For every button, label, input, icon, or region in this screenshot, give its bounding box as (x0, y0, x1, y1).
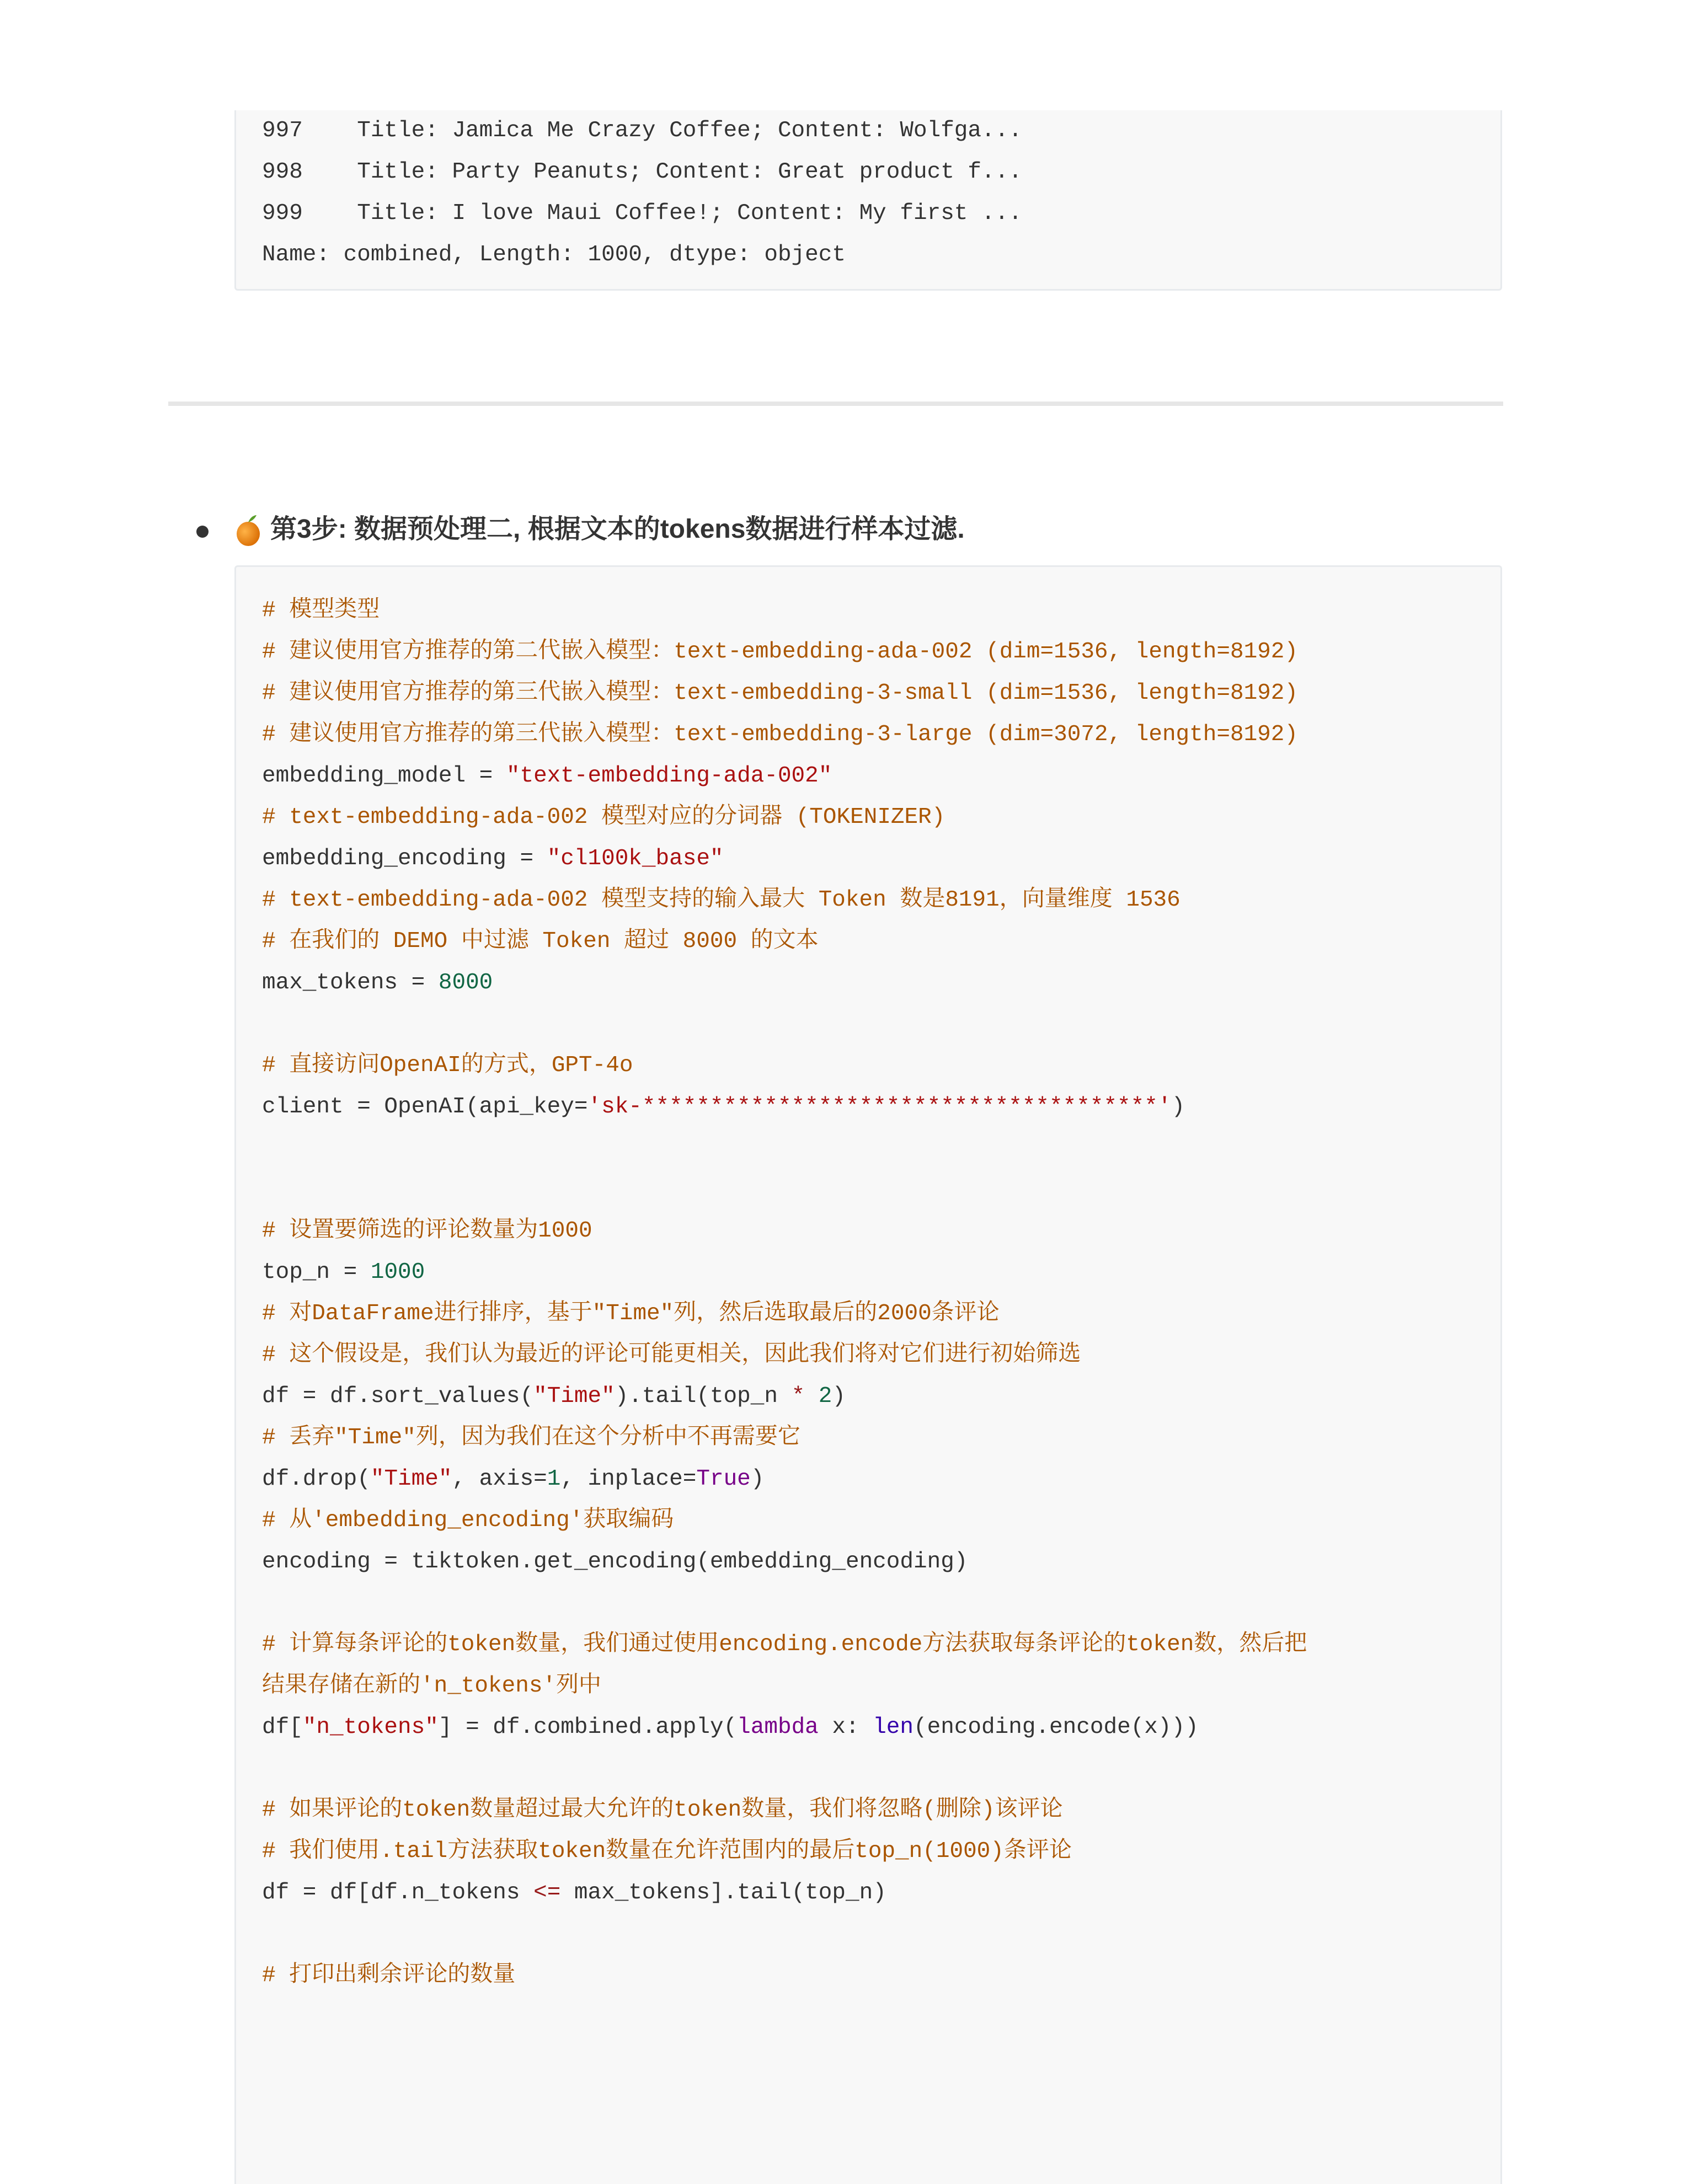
code-token: , inplace= (560, 1466, 697, 1492)
code-line (262, 1211, 1500, 1252)
code-token: df = df.sort_values( (262, 1384, 534, 1409)
code-token: ] = df.combined.apply( (438, 1715, 738, 1740)
code-token: ) (750, 1466, 765, 1492)
code-line (262, 590, 1500, 631)
code-token: 'sk-**************************************' (587, 1094, 1172, 1120)
code-token: df[ (262, 1715, 303, 1740)
code-token: "n_tokens" (302, 1715, 439, 1740)
code-token: # 如果评论的token数量超过最大允许的token数量，我们将忽略(删除)该评论 (262, 1797, 1063, 1823)
code-token: embedding_model = (262, 763, 506, 789)
code-line (262, 880, 1500, 921)
code-line (262, 962, 1500, 1004)
output-line: 999 Title: I love Maui Coffee!; Content: My first ... (262, 201, 1022, 226)
orange-emoji-icon (234, 515, 262, 547)
code-line (262, 1004, 1500, 1045)
code-line (262, 1583, 1500, 1624)
code-line (262, 756, 1500, 797)
code-token: len (873, 1715, 914, 1740)
code-line (262, 1376, 1500, 1417)
code-token: ) (1171, 1094, 1185, 1120)
code-token: # 我们使用.tail方法获取token数量在允许范围内的最后top_n(1000)条评论 (262, 1839, 1072, 1864)
code-line (262, 1293, 1500, 1335)
code-line (262, 1045, 1500, 1086)
code-line (262, 797, 1500, 838)
code-line (262, 838, 1500, 880)
code-line (262, 714, 1500, 756)
code-line (262, 1500, 1500, 1541)
code-line (262, 1707, 1500, 1748)
code-token: # text-embedding-ada-002 模型支持的输入最大 Token 数是8191，向量维度 1536 (262, 887, 1180, 913)
code-token: # 建议使用官方推荐的第三代嵌入模型：text-embedding-3-small (dim=1536, length=8192) (262, 681, 1298, 706)
code-line (262, 1624, 1500, 1666)
code-token: encoding = tiktoken.get_encoding(embedding_encoding) (262, 1549, 968, 1575)
code-token: # text-embedding-ada-002 模型对应的分词器 (TOKENIZER) (262, 805, 946, 830)
code-line (262, 631, 1500, 673)
code-token: df.drop( (262, 1466, 371, 1492)
code-line (262, 1541, 1500, 1583)
code-token: (encoding.encode(x))) (914, 1715, 1199, 1740)
code-line (262, 921, 1500, 962)
output-line: 998 Title: Party Peanuts; Content: Great product f... (262, 159, 1022, 185)
code-token: # 打印出剩余评论的数量 (262, 1963, 516, 1988)
code-token: # 设置要筛选的评论数量为1000 (262, 1218, 592, 1244)
code-token: 结果存储在新的'n_tokens'列中 (262, 1673, 602, 1699)
code-line (262, 1666, 1500, 1707)
code-token: # 建议使用官方推荐的第三代嵌入模型：text-embedding-3-large (dim=3072, length=8192) (262, 722, 1298, 747)
code-token: ).tail(top_n (615, 1384, 792, 1409)
code-token: 1000 (370, 1260, 425, 1285)
output-line: 997 Title: Jamica Me Crazy Coffee; Content: Wolfga... (262, 118, 1022, 143)
code-line (262, 1086, 1500, 1128)
code-token: 8000 (438, 970, 493, 995)
output-line: Name: combined, Length: 1000, dtype: object (262, 242, 846, 267)
code-token: max_tokens].tail(top_n) (560, 1880, 886, 1905)
code-line (262, 1169, 1500, 1211)
code-line (262, 1335, 1500, 1376)
horizontal-divider (168, 402, 1503, 406)
step-heading: 第3步: 数据预处理二, 根据文本的tokens数据进行样本过滤. (270, 515, 965, 544)
code-token: # 从'embedding_encoding'获取编码 (262, 1508, 674, 1533)
code-token: 1 (547, 1466, 561, 1492)
code-token: "Time" (533, 1384, 615, 1409)
code-line (262, 1790, 1500, 1831)
code-token: # 计算每条评论的token数量，我们通过使用encoding.encode方法获取每条评论的token数，然后把 (262, 1632, 1307, 1657)
code-token: top_n = (262, 1260, 371, 1285)
code-token: # 建议使用官方推荐的第二代嵌入模型：text-embedding-ada-002 (dim=1536, length=8192) (262, 639, 1298, 665)
code-token: max_tokens = (262, 970, 439, 995)
code-line (262, 1748, 1500, 1790)
code-token: lambda (737, 1715, 819, 1740)
code-token: client = OpenAI(api_key= (262, 1094, 588, 1120)
list-bullet (196, 526, 209, 538)
code-token: "text-embedding-ada-002" (506, 763, 832, 789)
code-token: # 这个假设是，我们认为最近的评论可能更相关，因此我们将对它们进行初始筛选 (262, 1342, 1081, 1368)
code-line (262, 1914, 1500, 1955)
code-block[interactable] (234, 565, 1502, 2184)
code-token: , axis= (452, 1466, 547, 1492)
code-token: ) (832, 1384, 846, 1409)
code-token: "cl100k_base" (547, 846, 724, 871)
code-token: x: (818, 1715, 873, 1740)
output-block (234, 110, 1502, 291)
code-token: # 直接访问OpenAI的方式，GPT-4o (262, 1053, 633, 1078)
code-token: # 模型类型 (262, 598, 380, 623)
code-line (262, 1872, 1500, 1914)
code-line (262, 1128, 1500, 1169)
code-token: # 在我们的 DEMO 中过滤 Token 超过 8000 的文本 (262, 929, 819, 954)
code-line (262, 1955, 1500, 1996)
code-token: True (696, 1466, 751, 1492)
code-token: * (791, 1384, 805, 1409)
code-line (262, 1831, 1500, 1872)
code-token: # 对DataFrame进行排序，基于"Time"列，然后选取最后的2000条评论 (262, 1301, 1000, 1326)
code-line (262, 1252, 1500, 1293)
code-token: df = df[df.n_tokens (262, 1880, 534, 1905)
code-token: # 丢弃"Time"列，因为我们在这个分析中不再需要它 (262, 1425, 800, 1450)
code-line (262, 1417, 1500, 1459)
code-token: embedding_encoding = (262, 846, 547, 871)
code-token: "Time" (370, 1466, 452, 1492)
code-line (262, 673, 1500, 714)
code-token (805, 1384, 819, 1409)
code-token: <= (533, 1880, 561, 1905)
code-token: 2 (818, 1384, 832, 1409)
code-line (262, 1459, 1500, 1500)
